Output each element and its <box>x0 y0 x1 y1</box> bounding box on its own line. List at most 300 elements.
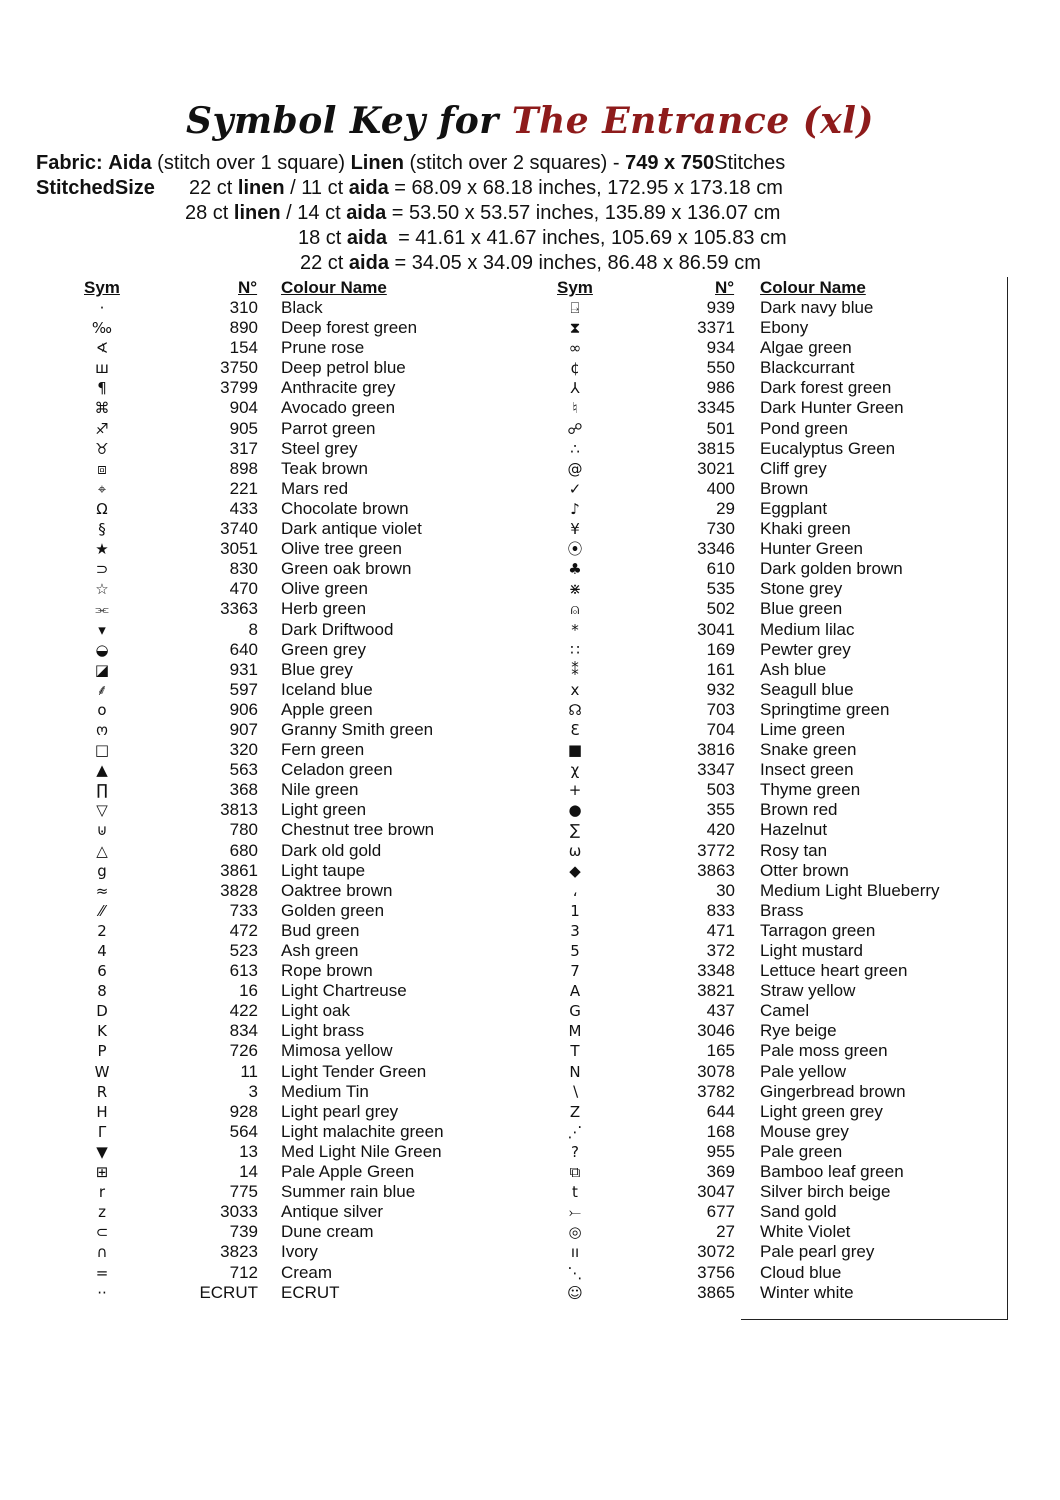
colour-name-cell: Seagull blue <box>760 679 854 699</box>
thread-number-cell: 3021 <box>697 458 735 478</box>
symbol-cell: A <box>569 982 581 1001</box>
thread-number-cell: 3821 <box>697 981 735 1001</box>
colour-name-cell: Granny Smith green <box>281 719 434 739</box>
thread-number-cell: 16 <box>239 981 258 1001</box>
thread-number-cell: 677 <box>706 1202 735 1222</box>
stitched-size-line-2: 28 ct linen / 14 ct aida = 53.50 x 53.57 inches, 135.89 x 136.07 cm <box>185 202 781 224</box>
symbol-cell: ∖ <box>570 1082 580 1101</box>
symbol-cell: 3 <box>570 921 580 940</box>
colour-name-cell: Dark Driftwood <box>281 619 394 639</box>
stitch-count: 749 x 750 <box>625 152 715 174</box>
thread-number-cell: 3863 <box>697 860 735 880</box>
symbol-cell: ? <box>571 1142 579 1161</box>
colour-name-cell: Medium Light Blueberry <box>760 880 940 900</box>
colour-name-cell: Chocolate brown <box>281 498 409 518</box>
colour-name-cell: Rope brown <box>281 961 373 981</box>
colour-name-cell: Brass <box>760 900 804 920</box>
colour-name-cell: Steel grey <box>281 438 358 458</box>
symbol-cell: * <box>571 620 579 639</box>
thread-number-cell: 833 <box>706 900 735 920</box>
thread-number-cell: 3750 <box>220 358 258 378</box>
thread-number-cell: 907 <box>229 719 258 739</box>
fabric-linen: Linen <box>350 152 404 174</box>
symbol-cell: g <box>97 861 107 880</box>
colour-name-cell: Pale Apple Green <box>281 1162 415 1182</box>
symbol-cell: ⊞ <box>95 1163 109 1182</box>
right-header-sym: Sym <box>557 278 593 297</box>
symbol-cell: 6 <box>97 962 107 981</box>
symbol-cell: ● <box>568 801 582 820</box>
colour-name-cell: Pale yellow <box>760 1061 846 1081</box>
thread-number-cell: 165 <box>706 1041 735 1061</box>
colour-name-cell: White Violet <box>760 1222 851 1242</box>
colour-name-cell: Medium Tin <box>281 1081 369 1101</box>
symbol-cell: ▽ <box>96 801 108 820</box>
thread-number-cell: 3051 <box>220 539 258 559</box>
thread-number-cell: 3363 <box>220 599 258 619</box>
thread-number-cell: 3345 <box>697 398 735 418</box>
symbol-cell: ♣ <box>568 560 582 579</box>
thread-number-cell: 501 <box>706 418 735 438</box>
thread-number-cell: 3823 <box>220 1242 258 1262</box>
thread-number-cell: 169 <box>706 639 735 659</box>
symbol-cell: ო <box>96 720 108 739</box>
colour-name-cell: Celadon green <box>281 760 393 780</box>
left-header-name: Colour Name <box>281 278 387 297</box>
right-header-name: Colour Name <box>760 278 866 297</box>
symbol-cell: ⧉ <box>569 1163 581 1182</box>
colour-name-cell: Antique silver <box>281 1202 384 1222</box>
colour-name-cell: Iceland blue <box>281 679 373 699</box>
symbol-cell: 4 <box>97 942 107 960</box>
thread-number-cell: 3033 <box>220 1202 258 1222</box>
thread-number-cell: 3815 <box>697 438 735 458</box>
colour-name-cell: Light Tender Green <box>281 1061 427 1081</box>
left-header-sym: Sym <box>84 278 120 297</box>
symbol-cell: 5 <box>570 942 580 960</box>
symbol-cell: 8 <box>97 982 107 1001</box>
symbol-cell: Z <box>569 1102 581 1121</box>
thread-number-cell: 640 <box>229 639 258 659</box>
colour-name-cell: Black <box>281 298 323 317</box>
symbol-cell: T <box>570 1042 580 1061</box>
thread-number-cell: 3347 <box>697 760 735 780</box>
thread-number-cell: 29 <box>716 498 735 518</box>
thread-number-cell: 775 <box>229 1182 258 1202</box>
thread-number-cell: 3865 <box>697 1282 735 1302</box>
colour-name-cell: Straw yellow <box>760 981 856 1001</box>
thread-number-cell: 680 <box>229 840 258 860</box>
colour-name-cell: Hunter Green <box>760 539 863 559</box>
thread-number-cell: 780 <box>229 820 258 840</box>
thread-number-cell: 644 <box>706 1101 735 1121</box>
colour-name-cell: Cream <box>281 1262 333 1282</box>
colour-name-cell: Cliff grey <box>760 458 827 478</box>
symbol-cell: ⋰ <box>567 1122 583 1141</box>
thread-number-cell: 470 <box>229 579 258 599</box>
thread-number-cell: 739 <box>229 1222 258 1242</box>
colour-name-cell: Thyme green <box>760 780 861 800</box>
symbol-cell: ∏ <box>96 781 108 800</box>
colour-name-cell: Apple green <box>281 699 373 719</box>
colour-name-cell: Winter white <box>760 1282 854 1302</box>
colour-name-cell: Stone grey <box>760 579 843 599</box>
symbol-cell: ★ <box>95 540 109 559</box>
colour-name-cell: Pond green <box>760 418 848 438</box>
colour-name-cell: Blue grey <box>281 659 353 679</box>
thread-number-cell: 368 <box>229 780 258 800</box>
colour-name-cell: Prune rose <box>281 338 365 358</box>
thread-number-cell: 422 <box>229 1001 258 1021</box>
colour-name-cell: Green grey <box>281 639 367 659</box>
colour-name-cell: Pale moss green <box>760 1041 888 1061</box>
colour-name-cell: Brown <box>760 478 809 498</box>
symbol-cell: ‰ <box>91 319 113 338</box>
symbol-cell: ▾ <box>98 620 106 639</box>
colour-name-cell: Summer rain blue <box>281 1182 416 1202</box>
stitched-size-label: StitchedSize <box>36 177 155 199</box>
thread-number-cell: 597 <box>229 679 258 699</box>
colour-name-cell: Nile green <box>281 780 359 800</box>
symbol-cell: ∞ <box>568 339 582 358</box>
colour-name-cell: Avocado green <box>281 398 396 418</box>
thread-number-cell: 890 <box>229 318 258 338</box>
colour-name-cell: Oaktree brown <box>281 880 393 900</box>
symbol-cell: @ <box>567 459 583 478</box>
colour-name-cell: Pewter grey <box>760 639 851 659</box>
colour-name-cell: Light mustard <box>760 941 863 960</box>
symbol-cell: ∷ <box>570 640 580 659</box>
thread-number-cell: 3816 <box>697 740 735 760</box>
symbol-cell: ☺ <box>567 1283 583 1302</box>
symbol-cell: Ɛ <box>570 720 580 739</box>
colour-name-cell: Mimosa yellow <box>281 1041 393 1061</box>
colour-name-cell: Dune cream <box>281 1222 374 1242</box>
colour-name-cell: Olive tree green <box>281 539 402 559</box>
thread-number-cell: 986 <box>706 378 735 398</box>
thread-number-cell: 30 <box>716 880 735 900</box>
thread-number-cell: 400 <box>706 478 735 498</box>
thread-number-cell: 563 <box>229 760 258 780</box>
symbol-cell: t <box>572 1183 578 1202</box>
colour-name-cell: Pale pearl grey <box>760 1242 875 1262</box>
colour-name-cell: Algae green <box>760 338 852 358</box>
colour-name-cell: Medium lilac <box>760 619 855 639</box>
colour-name-cell: Camel <box>760 1001 810 1021</box>
symbol-cell: ☍ <box>567 419 583 438</box>
colour-name-cell: Insect green <box>760 760 854 780</box>
thread-number-cell: 13 <box>239 1141 258 1161</box>
thread-number-cell: 3348 <box>697 961 735 981</box>
thread-number-cell: 310 <box>229 298 258 317</box>
thread-number-cell: 928 <box>229 1101 258 1121</box>
colour-name-cell: Silver birch beige <box>760 1182 891 1202</box>
thread-number-cell: 905 <box>229 418 258 438</box>
symbol-cell: ، <box>572 881 578 900</box>
fabric-aida: Aida <box>108 152 152 174</box>
colour-name-cell: Rye beige <box>760 1021 837 1041</box>
symbol-cell: ▲ <box>96 761 108 780</box>
thread-number-cell: 3346 <box>697 539 735 559</box>
thread-number-cell: 420 <box>706 820 735 840</box>
symbol-cell: N <box>569 1062 581 1081</box>
thread-number-cell: 3782 <box>697 1081 735 1101</box>
symbol-cell: ∩ <box>96 1243 108 1262</box>
symbol-cell: ⊃ <box>95 560 109 579</box>
symbol-cell: ■ <box>567 741 583 760</box>
thread-number-cell: 3799 <box>220 378 258 398</box>
colour-name-cell: Sand gold <box>760 1202 837 1222</box>
colour-name-cell: Hazelnut <box>760 820 828 840</box>
fabric-line <box>36 151 785 176</box>
symbol-cell: ⸙ <box>96 680 108 699</box>
title-pattern-name: The Entrance (xl) <box>511 100 874 142</box>
colour-name-cell: Lettuce heart green <box>760 961 908 981</box>
symbol-cell: ⍝ <box>570 600 580 619</box>
symbol-cell: D <box>96 1002 108 1021</box>
symbol-cell: § <box>98 520 106 539</box>
fabric-aida-note: (stitch over 1 square) <box>157 152 346 174</box>
symbol-cell: ∴ <box>570 439 580 458</box>
symbol-cell: ♪ <box>570 499 580 518</box>
symbol-cell: ⅄ <box>570 379 580 398</box>
thread-number-cell: 3046 <box>697 1021 735 1041</box>
symbol-cell: ш <box>95 359 109 378</box>
thread-number-cell: 3828 <box>220 880 258 900</box>
symbol-cell: ⌖ <box>97 479 107 498</box>
symbol-cell: □ <box>94 741 110 760</box>
colour-name-cell: Light taupe <box>281 860 366 880</box>
symbol-cell: ⁑ <box>571 660 579 679</box>
thread-number-cell: 503 <box>706 780 735 800</box>
symbol-cell: ▼ <box>96 1142 108 1161</box>
colour-name-cell: Golden green <box>281 900 385 920</box>
symbol-cell: ⊂ <box>95 1223 109 1242</box>
table-right-border <box>1007 277 1008 1320</box>
stitched-size-line-3: 18 ct aida = 41.61 x 41.67 inches, 105.69 x 105.83 cm <box>298 227 787 249</box>
thread-number-cell: 564 <box>229 1121 258 1141</box>
colour-name-cell: Gingerbread brown <box>760 1081 906 1101</box>
thread-number-cell: 955 <box>706 1141 735 1161</box>
thread-number-cell: 904 <box>229 398 258 418</box>
symbol-cell: ∢ <box>95 339 109 358</box>
colour-name-cell: Deep forest green <box>281 318 418 338</box>
thread-number-cell: 550 <box>706 358 735 378</box>
symbol-cell: z <box>98 1203 106 1222</box>
left-header-num: N° <box>238 278 258 297</box>
symbol-cell: K <box>97 1022 107 1041</box>
symbol-cell: Ω <box>96 499 108 518</box>
colour-name-cell: Pale green <box>760 1141 843 1161</box>
symbol-cell: ◆ <box>569 861 581 880</box>
colour-name-cell: Light oak <box>281 1001 350 1021</box>
thread-number-cell: 730 <box>706 519 735 539</box>
colour-name-cell: Fern green <box>281 740 365 760</box>
thread-number-cell: 934 <box>706 338 735 358</box>
symbol-cell: ✓ <box>568 479 582 498</box>
colour-name-cell: Light Chartreuse <box>281 981 407 1001</box>
colour-name-cell: Green oak brown <box>281 559 412 579</box>
symbol-cell: 7 <box>570 962 580 981</box>
symbol-cell: W <box>94 1062 110 1081</box>
colour-name-cell: Light green grey <box>760 1101 883 1121</box>
thread-number-cell: 161 <box>706 659 735 679</box>
symbol-cell: ¢ <box>570 359 580 378</box>
symbol-cell: 2 <box>97 921 107 940</box>
thread-number-cell: 834 <box>229 1021 258 1041</box>
symbol-cell: ω <box>568 841 582 860</box>
fabric-label: Fabric: <box>36 152 103 174</box>
colour-name-cell: Parrot green <box>281 418 376 438</box>
symbol-cell: ıı <box>570 1243 580 1262</box>
thread-number-cell: 523 <box>229 941 258 960</box>
colour-name-cell: Ebony <box>760 318 809 338</box>
thread-number-cell: 712 <box>229 1262 258 1282</box>
colour-name-cell: Teak brown <box>281 458 368 478</box>
thread-number-cell: 3740 <box>220 519 258 539</box>
thread-number-cell: 3371 <box>697 318 735 338</box>
symbol-cell: + <box>568 781 582 800</box>
colour-name-cell: Blue green <box>760 599 843 619</box>
stitched-size-line-4: 22 ct aida = 34.05 x 34.09 inches, 86.48 x 86.59 cm <box>300 252 761 274</box>
colour-name-cell: Rosy tan <box>760 840 828 860</box>
thread-number-cell: 369 <box>706 1162 735 1182</box>
symbol-cell: ☊ <box>568 700 582 719</box>
symbol-cell: ⌘ <box>94 399 110 418</box>
thread-number-cell: 939 <box>706 298 735 317</box>
stitched-size-line-1: 22 ct linen / 11 ct aida = 68.09 x 68.18 inches, 172.95 x 173.18 cm <box>189 177 783 199</box>
thread-number-cell: 320 <box>229 740 258 760</box>
thread-number-cell: 3861 <box>220 860 258 880</box>
thread-number-cell: 830 <box>229 559 258 579</box>
colour-name-cell: Lime green <box>760 719 846 739</box>
colour-name-cell: Bamboo leaf green <box>760 1162 904 1182</box>
colour-name-cell: Blackcurrant <box>760 358 855 378</box>
thread-number-cell: 733 <box>229 900 258 920</box>
colour-name-cell: ECRUT <box>281 1282 340 1302</box>
thread-number-cell: 8 <box>248 619 258 639</box>
colour-name-cell: Ash blue <box>760 659 827 679</box>
symbol-cell: Γ <box>97 1122 107 1141</box>
thread-number-cell: 168 <box>706 1121 735 1141</box>
right-header-num: N° <box>715 278 735 297</box>
colour-name-cell: Med Light Nile Green <box>281 1141 442 1161</box>
thread-number-cell: 931 <box>229 659 258 679</box>
symbol-cell: = <box>95 1263 109 1282</box>
thread-number-cell: 610 <box>706 559 735 579</box>
colour-name-cell: Otter brown <box>760 860 849 880</box>
colour-name-cell: Dark forest green <box>760 378 892 398</box>
colour-name-cell: Mouse grey <box>760 1121 849 1141</box>
colour-name-cell: Eggplant <box>760 498 828 518</box>
symbol-cell: ≈ <box>95 881 109 900</box>
colour-name-cell: Dark old gold <box>281 840 382 860</box>
colour-name-cell: Light brass <box>281 1021 365 1041</box>
thread-number-cell: 3 <box>248 1081 258 1101</box>
symbol-cell: ♉ <box>95 439 109 458</box>
symbol-cell: r <box>98 1183 106 1202</box>
symbol-cell: ♐ <box>95 419 109 438</box>
symbol-cell: ·· <box>97 1283 107 1302</box>
thread-number-cell: 535 <box>706 579 735 599</box>
colour-name-cell: Light malachite green <box>281 1121 444 1141</box>
colour-name-cell: Chestnut tree brown <box>281 820 435 840</box>
colour-name-cell: Ash green <box>281 941 359 960</box>
thread-number-cell: 3041 <box>697 619 735 639</box>
symbol-cell: ⫘ <box>95 600 109 619</box>
symbol-cell: ◪ <box>94 660 110 679</box>
thread-number-cell: 221 <box>229 478 258 498</box>
symbol-cell: ⧗ <box>569 319 581 338</box>
thread-number-cell: 3772 <box>697 840 735 860</box>
colour-name-cell: Snake green <box>760 740 857 760</box>
symbol-cell: ⁄⁄ <box>99 901 105 920</box>
symbol-cell: · <box>99 299 105 317</box>
symbol-cell: ◎ <box>568 1223 582 1242</box>
colour-name-cell: Dark Hunter Green <box>760 398 904 418</box>
symbol-cell: P <box>97 1042 107 1061</box>
symbol-cell: ∑ <box>569 821 581 840</box>
thread-number-cell: 14 <box>239 1162 258 1182</box>
symbol-cell: R <box>96 1082 108 1101</box>
thread-number-cell: 437 <box>706 1001 735 1021</box>
thread-number-cell: 27 <box>716 1222 735 1242</box>
symbol-cell: ◒ <box>95 640 109 659</box>
colour-name-cell: Bud green <box>281 920 360 940</box>
symbol-cell: ⍈ <box>570 299 580 317</box>
fabric-linen-note: (stitch over 2 squares) - <box>409 152 620 174</box>
symbol-cell: x <box>570 680 580 699</box>
page-title <box>0 100 1060 142</box>
symbol-cell: χ <box>570 761 580 780</box>
table-bottom-border <box>741 1319 1008 1320</box>
colour-name-cell: Anthracite grey <box>281 378 396 398</box>
symbol-cell: ⧈ <box>97 459 107 478</box>
symbol-cell: ⊍ <box>96 821 108 840</box>
thread-number-cell: 372 <box>706 941 735 960</box>
colour-name-cell: Light pearl grey <box>281 1101 399 1121</box>
thread-number-cell: 3756 <box>697 1262 735 1282</box>
colour-name-cell: Khaki green <box>760 519 851 539</box>
thread-number-cell: 3047 <box>697 1182 735 1202</box>
thread-number-cell: 906 <box>229 699 258 719</box>
symbol-cell: ¥ <box>570 520 580 539</box>
symbol-cell: ☆ <box>95 580 109 599</box>
thread-number-cell: 502 <box>706 599 735 619</box>
colour-name-cell: Eucalyptus Green <box>760 438 896 458</box>
symbol-cell: ⋱ <box>567 1263 583 1282</box>
colour-name-cell: Herb green <box>281 599 367 619</box>
thread-number-cell: 726 <box>229 1041 258 1061</box>
thread-number-cell: 317 <box>229 438 258 458</box>
thread-number-cell: ECRUT <box>199 1282 258 1302</box>
colour-name-cell: Mars red <box>281 478 349 498</box>
symbol-cell: ⋇ <box>568 580 582 599</box>
symbol-cell: M <box>568 1022 582 1041</box>
colour-name-cell: Dark navy blue <box>760 298 874 317</box>
symbol-cell: o <box>97 700 107 719</box>
colour-name-cell: Cloud blue <box>760 1262 842 1282</box>
symbol-cell: ¶ <box>97 379 107 398</box>
thread-number-cell: 355 <box>706 800 735 820</box>
thread-number-cell: 471 <box>706 920 735 940</box>
thread-number-cell: 3078 <box>697 1061 735 1081</box>
thread-number-cell: 932 <box>706 679 735 699</box>
colour-name-cell: Light green <box>281 800 367 820</box>
symbol-cell: H <box>96 1102 108 1121</box>
title-prefix: Symbol Key for <box>186 100 499 142</box>
colour-name-cell: Ivory <box>281 1242 318 1262</box>
